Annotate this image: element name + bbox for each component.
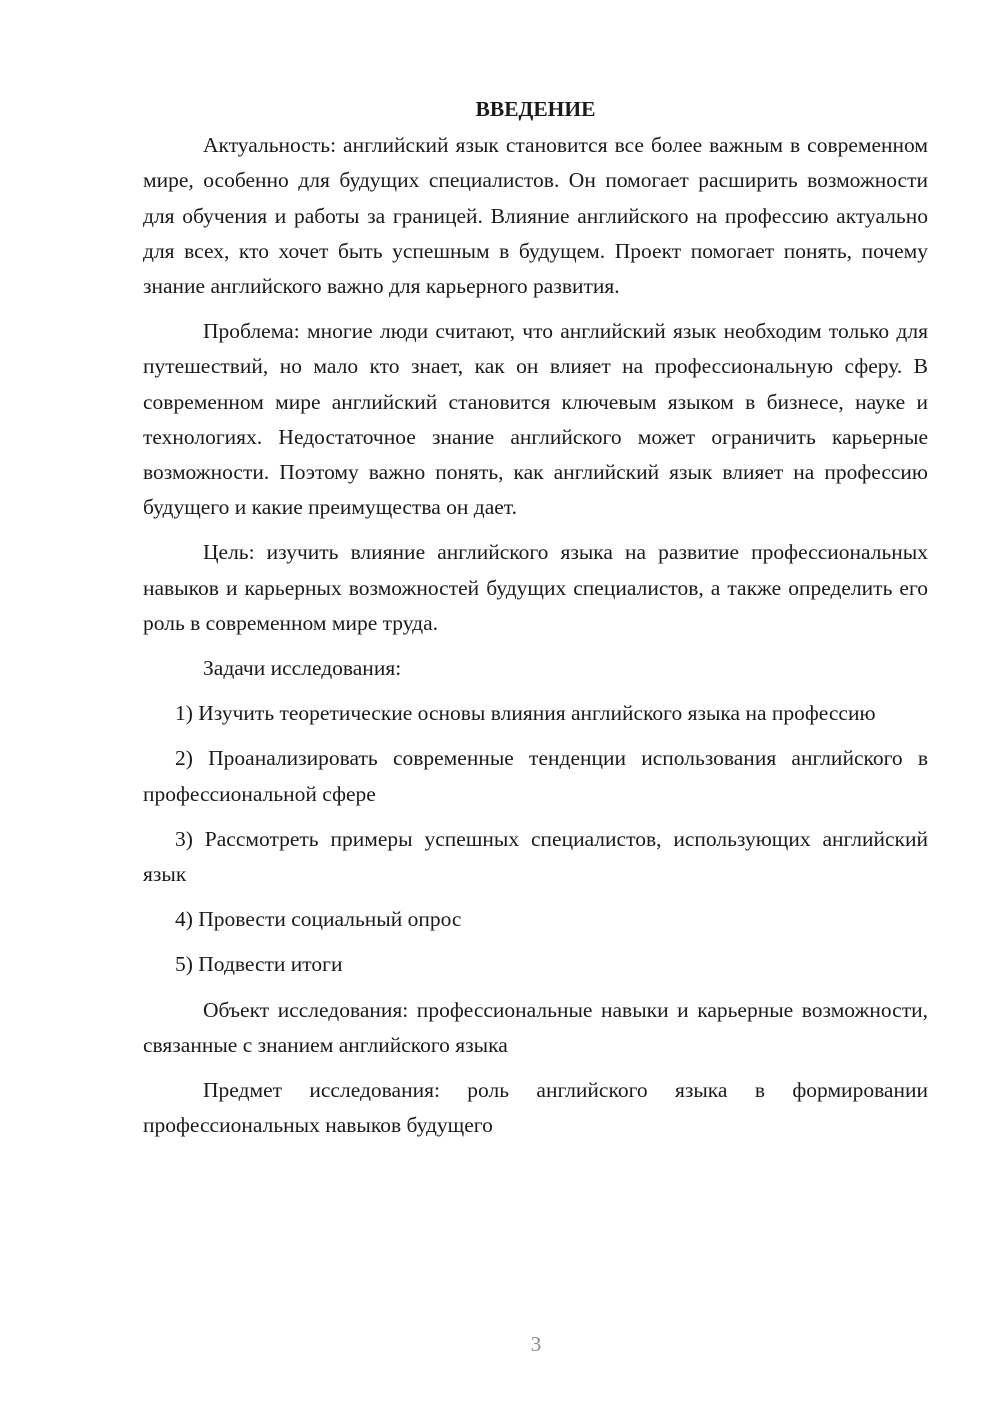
paragraph-goal: Цель: изучить влияние английского языка на развитие профессиональных навыков и карьерных возможностей будущих специалистов, а также определить его роль в современном мире труда.: [143, 540, 928, 635]
section-title: ВВЕДЕНИЕ: [475, 97, 596, 121]
list-item: 2) Проанализировать современные тенденции использования английского в профессиональной сфере: [143, 746, 928, 806]
document-page: [143, 92, 928, 1153]
tasks-heading: Задачи исследования:: [203, 656, 402, 681]
list-item: 1) Изучить теоретические основы влияния английского языка на профессию: [175, 701, 876, 726]
list-item: 3) Рассмотреть примеры успешных специалистов, использующих английский язык: [143, 826, 928, 887]
paragraph-object: Объект исследования: профессиональные навыки и карьерные возможности, связанные с знанием английского языка: [143, 997, 928, 1057]
list-item: 5) Подвести итоги: [175, 952, 343, 977]
tasks-list: [143, 696, 928, 982]
paragraph-relevance: Актуальность: английский язык становится все более важным в современном мире, особенно для будущих специалистов. Он помогает расширить возможности для обучения и работы за границей. Влияние английского на профессию актуально для всех, кто хочет быть успешным в будущем. Проект помогает понять, почему знание английского важно для карьерного развития.: [143, 133, 928, 299]
paragraph-subject: Предмет исследования: роль английского языка в формировании профессиональных навыков будущего: [143, 1078, 928, 1138]
list-item: 4) Провести социальный опрос: [175, 907, 462, 932]
page-number: 3: [530, 1332, 542, 1356]
paragraph-problem: Проблема: многие люди считают, что английский язык необходим только для путешествий, но мало кто знает, как он влияет на профессиональную сферу. В современном мире английский становится ключевым языком в бизнесе, науке и технологиях. Недостаточное знание английского может ограничить карьерные возможности. Поэтому важно понять, как английский язык влияет на профессию будущего и какие преимущества он дает.: [143, 319, 928, 520]
